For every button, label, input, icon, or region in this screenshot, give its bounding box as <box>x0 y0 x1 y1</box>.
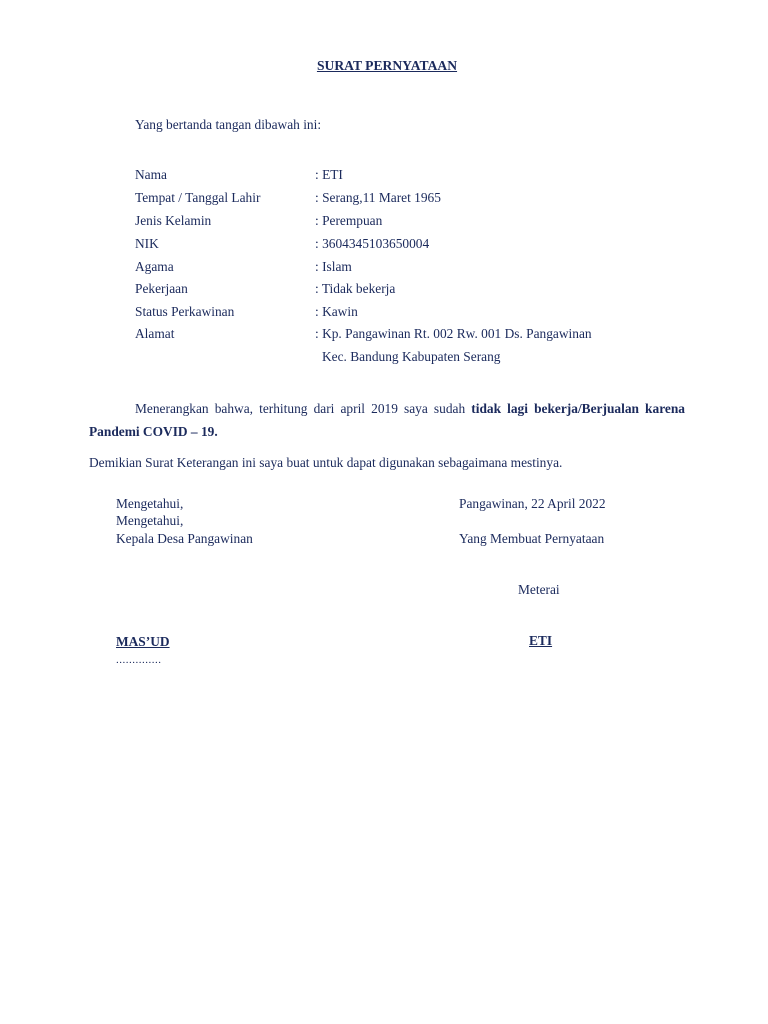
sig-left-line3: Kepala Desa Pangawinan <box>116 531 253 546</box>
field-value-nik: : 3604345103650004 <box>315 236 430 251</box>
field-value-ttl: : Serang,11 Maret 1965 <box>315 190 441 205</box>
document-title: SURAT PERNYATAAN <box>316 58 458 73</box>
statement-paragraph <box>89 397 685 443</box>
field-value-alamat-line2: Kec. Bandung Kabupaten Serang <box>322 349 501 364</box>
field-value-alamat: : Kp. Pangawinan Rt. 002 Rw. 001 Ds. Pangawinan <box>315 326 592 341</box>
meterai-label: Meterai <box>518 582 560 597</box>
field-value-pekerjaan: : Tidak bekerja <box>315 281 396 296</box>
sig-left-line2: Mengetahui, <box>116 513 184 528</box>
statement-lead: Menerangkan bahwa, terhitung dari april 2019 saya sudah <box>135 401 472 416</box>
intro-text: Yang bertanda tangan dibawah ini: <box>135 117 322 132</box>
field-label-jenis-kelamin: Jenis Kelamin <box>135 213 212 228</box>
field-label-alamat: Alamat <box>135 326 175 341</box>
closing-text: Demikian Surat Keterangan ini saya buat untuk dapat digunakan sebagaimana mestinya. <box>89 455 563 470</box>
field-value-jenis-kelamin: : Perempuan <box>315 213 383 228</box>
sig-place-date: Pangawinan, 22 April 2022 <box>459 496 606 511</box>
field-value-agama: : Islam <box>315 259 352 274</box>
signer-right-name: ETI <box>529 633 553 648</box>
signer-left-name: MAS’UD <box>116 634 170 649</box>
signer-left-dots: .............. <box>116 654 162 666</box>
field-label-status-perkawinan: Status Perkawinan <box>135 304 235 319</box>
sig-right-role: Yang Membuat Pernyataan <box>459 531 605 546</box>
field-label-pekerjaan: Pekerjaan <box>135 281 188 296</box>
field-value-status-perkawinan: : Kawin <box>315 304 358 319</box>
field-value-nama: : ETI <box>315 167 343 182</box>
statement-bold: tidak lagi bekerja/Berjualan karena Pandemi COVID – 19. <box>89 401 685 439</box>
field-label-ttl: Tempat / Tanggal Lahir <box>135 190 261 205</box>
field-label-nik: NIK <box>135 236 159 251</box>
field-label-agama: Agama <box>135 259 174 274</box>
sig-left-line1: Mengetahui, <box>116 496 184 511</box>
field-label-nama: Nama <box>135 167 167 182</box>
